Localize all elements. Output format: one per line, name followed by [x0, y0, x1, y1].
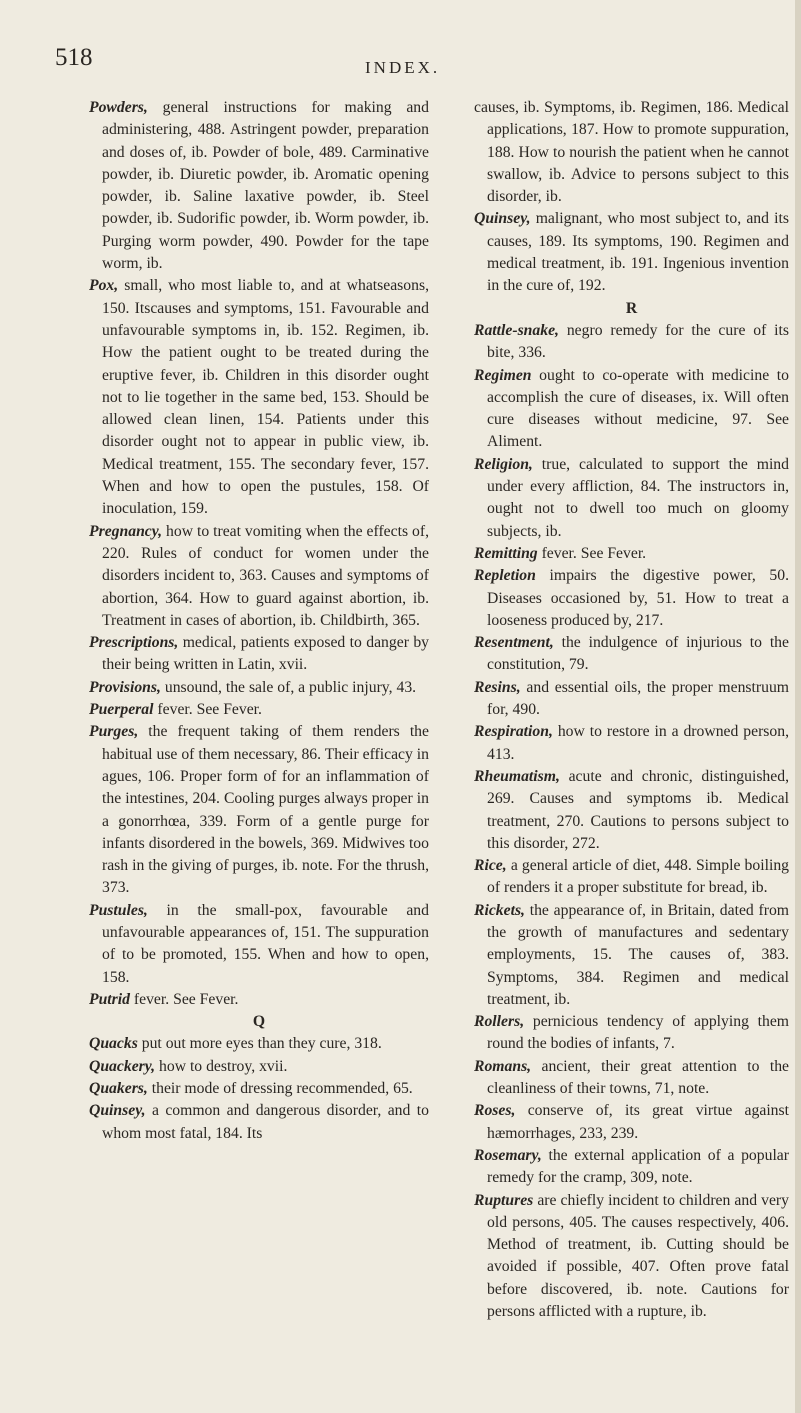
entry-term: Rosemary,	[474, 1146, 542, 1164]
entry-term: Regimen	[474, 366, 532, 384]
index-entry	[474, 677, 789, 722]
entry-text: fever. See Fever.	[157, 701, 262, 719]
index-entry	[89, 989, 429, 1011]
entry-term: Repletion	[474, 567, 536, 585]
index-entry	[474, 1190, 789, 1324]
section-letter: R	[625, 299, 638, 317]
entry-text: put out more eyes than they cure, 318.	[141, 1035, 382, 1053]
entry-term: Quinsey,	[89, 1102, 146, 1120]
entry-term: Quinsey,	[474, 210, 531, 228]
entry-term: Provisions,	[89, 678, 161, 696]
index-column-left	[89, 97, 429, 1145]
entry-text: ancient, their great attention to the cleanliness of their towns, 71, note.	[487, 1057, 789, 1098]
entry-text: in the small-pox, favourable and unfavourable appearances of, 151. The suppuration of to be promoted, 155. When and how to open, 158.	[102, 901, 429, 986]
entry-term: Prescriptions,	[89, 634, 179, 652]
entry-term: Powders,	[89, 99, 148, 116]
index-entry	[89, 1100, 429, 1145]
entry-text: how to treat vomiting when the effects of, 220. Rules of conduct for women under the disorders incident to, 363. Causes and symptoms of abortion, 364. How to guard against abortion, ib. Treatment in cases of abortion, ib. Childbirth, 365.	[102, 522, 430, 629]
entry-term: Rickets,	[474, 901, 525, 919]
index-entry	[474, 365, 789, 454]
page-header	[0, 0, 801, 85]
page-edge	[795, 0, 801, 1413]
index-entry	[89, 1056, 429, 1078]
index-entry	[474, 1100, 789, 1145]
entry-term: Pox,	[89, 277, 119, 295]
index-entry	[89, 521, 429, 632]
index-entry	[89, 275, 429, 520]
entry-term: Quacks	[89, 1035, 138, 1053]
entry-term: Rattle-snake,	[474, 321, 559, 339]
entry-term: Respiration,	[474, 723, 553, 741]
entry-term: Quackery,	[89, 1057, 156, 1075]
entry-text: impairs the digestive power, 50. Diseases occasioned by, 51. How to treat a looseness produced by, 217.	[487, 567, 790, 629]
entry-term: Pregnancy,	[89, 522, 163, 540]
entry-text: how to restore in a drowned person, 413.	[487, 723, 790, 763]
index-entry	[474, 766, 789, 855]
entry-term: Putrid	[89, 990, 130, 1008]
index-entry	[89, 699, 429, 721]
entry-text: the external application of a popular remedy for the cramp, 309, note.	[487, 1146, 789, 1187]
page-number: 518	[55, 44, 93, 71]
entry-term: Puerperal	[89, 701, 154, 719]
index-entry	[474, 721, 789, 766]
index-entry	[474, 632, 789, 677]
entry-text: fever. See Fever.	[133, 990, 239, 1008]
entry-text: negro remedy for the cure of its bite, 336.	[487, 321, 789, 362]
entry-text: unsound, the sale of, a public injury, 43.	[164, 678, 417, 696]
entry-text: general instructions for making and administering, 488. Astringent powder, preparation and doses of, ib. Powder of bole, 489. Carminative powder, ib. Diuretic powder, ib. Aromatic opening powder, ib. Saline laxative powder, ib. Steel powder, ib. Sudorific powder, ib. Worm powder, ib. Purging worm powder, 490. Powder for the tape worm, ib.	[102, 99, 429, 273]
index-entry	[474, 1011, 789, 1056]
entry-term: Romans,	[474, 1057, 532, 1075]
entry-term: Quakers,	[89, 1080, 148, 1098]
entry-term: Rheumatism,	[474, 767, 560, 785]
index-entry	[89, 97, 429, 275]
entry-term: Ruptures	[474, 1191, 534, 1209]
entry-term: Rollers,	[474, 1013, 525, 1031]
entry-text: true, calculated to support the mind under every affliction, 84. The instructors in, ought not to dwell too much on gloomy subjects, ib.	[487, 455, 789, 540]
index-entry	[474, 855, 789, 900]
index-entry	[474, 208, 789, 297]
entry-text: conserve of, its great virtue against hæmorrhages, 233, 239.	[487, 1102, 789, 1142]
entry-text: ought to co-operate with medicine to accomplish the cure of diseases, ix. Will often cure diseases without medicine, 97. See Aliment.	[487, 366, 789, 451]
index-entry	[474, 97, 789, 208]
index-entry	[474, 320, 789, 365]
entry-text: their mode of dressing recommended, 65.	[151, 1080, 413, 1098]
index-entry	[89, 1033, 429, 1055]
entry-text: a general article of diet, 448. Simple boiling of renders it a proper substitute for bread, ib.	[487, 857, 790, 897]
entry-text: are chiefly incident to children and very old persons, 405. The causes respectively, 406. Method of treatment, ib. Cutting should be avoided if possible, 407. Often prove fatal before discovered, ib. note. Cautions for persons afflicted with a rupture, ib.	[487, 1191, 789, 1321]
entry-term: Remitting	[474, 544, 538, 562]
index-entry	[89, 677, 429, 699]
entry-text: pernicious tendency of applying them round the bodies of infants, 7.	[487, 1013, 789, 1053]
entry-term: Resentment,	[474, 634, 554, 652]
entry-term: Resins,	[474, 678, 521, 696]
index-entry	[474, 900, 789, 1011]
entry-term: Purges,	[89, 723, 139, 741]
entry-text: small, who most liable to, and at whatseasons, 150. Itscauses and symptoms, 151. Favourable and unfavourable symptoms in, ib. 152. Regimen, ib. How the patient ought to be treated during the eruptive fever, ib. Children in this disorder ought not to lie together in the same bed, 153. Should be allowed clean linen, 154. Patients under this disorder ought not to appear in public view, ib. Medical treatment, 155. The secondary fever, 157. When and how to open the pustules, 158. Of inoculation, 159.	[102, 277, 429, 518]
entry-term: Pustules,	[89, 901, 148, 919]
index-entry	[474, 565, 789, 632]
index-entry	[474, 1056, 789, 1101]
entry-term: Religion,	[474, 455, 533, 473]
index-column-right	[474, 97, 789, 1323]
index-entry	[89, 900, 429, 989]
index-entry	[474, 454, 789, 543]
entry-text: the appearance of, in Britain, dated from the growth of manufactures and sedentary employments, 15. The causes of, 383. Symptoms, 384. Regimen and medical treatment, ib.	[487, 901, 790, 1008]
index-entry	[89, 721, 429, 899]
index-entry	[474, 543, 789, 565]
entry-text: the frequent taking of them renders the habitual use of them necessary, 86. Their efficacy in agues, 106. Proper form of for an inflammation of the intestines, 204. Cooling purges always proper in a gonorrhœa, 339. Form of a gentle purge for infants disordered in the bowels, 369. Midwives too rash in the giving of purges, ib. note. For the thrush, 373.	[102, 723, 429, 897]
entry-term: Roses,	[474, 1102, 516, 1120]
entry-text: malignant, who most subject to, and its causes, 189. Its symptoms, 190. Regimen and medical treatment, ib. 191. Ingenious invention in the cure of, 192.	[487, 210, 790, 295]
entry-text: how to destroy, xvii.	[159, 1057, 288, 1075]
entry-text: and essential oils, the proper menstruum for, 490.	[487, 678, 789, 719]
index-entry	[474, 1145, 789, 1190]
index-entry	[89, 1078, 429, 1100]
entry-text: causes, ib. Symptoms, ib. Regimen, 186. Medical applications, 187. How to promote suppuration, 188. How to nourish the patient when he cannot swallow, ib. Advice to persons subject to this disorder, ib.	[474, 99, 789, 206]
entry-text: fever. See Fever.	[541, 544, 647, 562]
entry-text: medical, patients exposed to danger by their being written in Latin, xvii.	[102, 634, 430, 674]
entry-text: the indulgence of injurious to the constitution, 79.	[487, 634, 789, 674]
entry-term: Rice,	[474, 857, 507, 875]
entry-text: a common and dangerous disorder, and to whom most fatal, 184. Its	[102, 1102, 429, 1142]
section-letter: Q	[252, 1013, 266, 1031]
running-title: INDEX.	[365, 58, 441, 77]
index-entry	[89, 632, 429, 677]
entry-text: acute and chronic, distinguished, 269. Causes and symptoms ib. Medical treatment, 270. Cautions to persons subject to this disorder, 272.	[487, 767, 790, 852]
